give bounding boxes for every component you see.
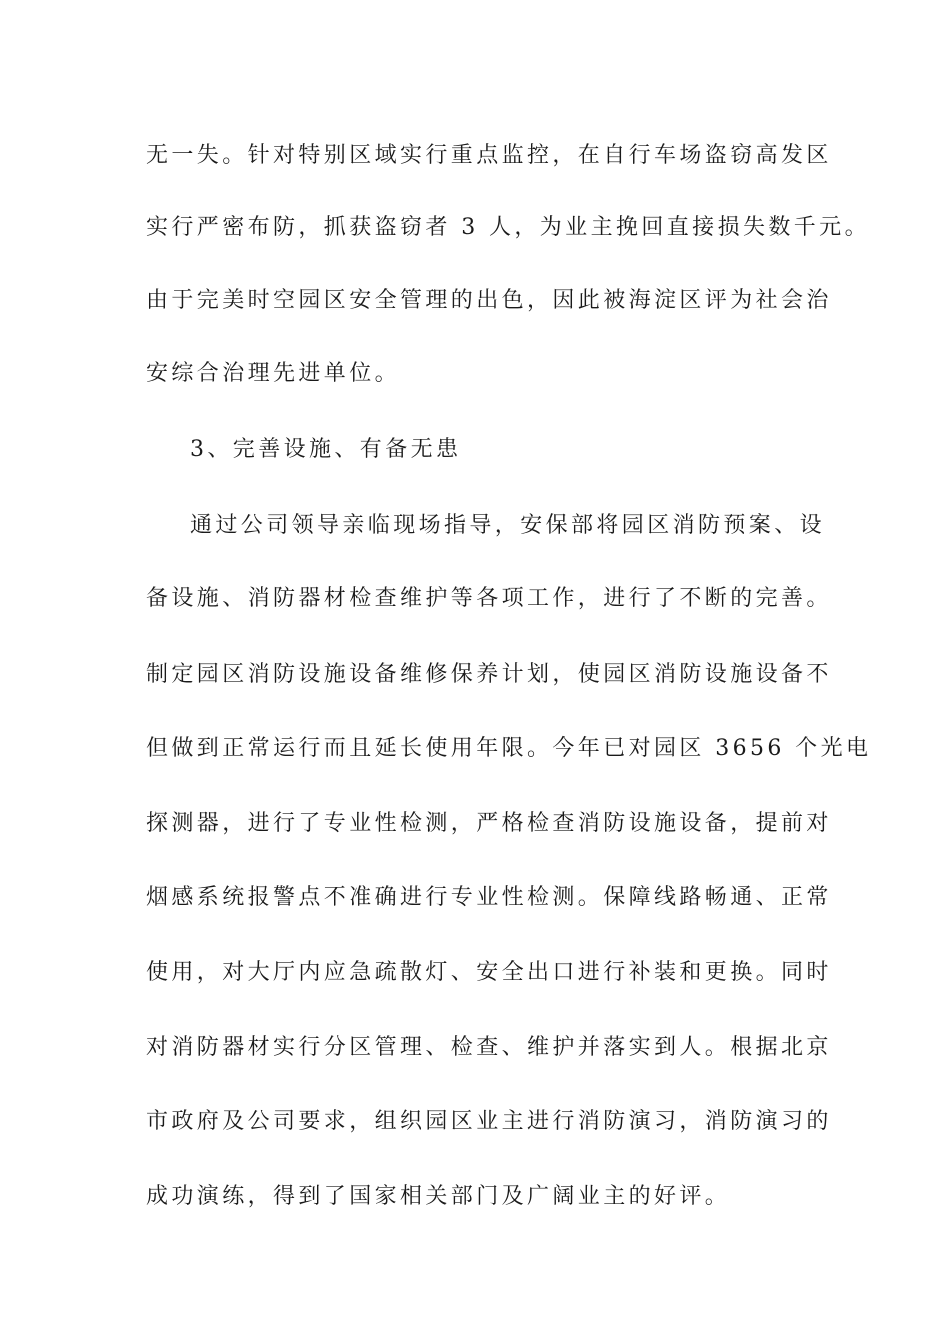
paragraph-line: 无一失。针对特别区域实行重点监控，在自行车场盗窃高发区	[146, 143, 832, 168]
paragraph-line: 由于完美时空园区安全管理的出色，因此被海淀区评为社会治	[146, 288, 832, 313]
paragraph-line: 实行严密布防，抓获盗窃者 3 人，为业主挽回直接损失数千元。	[146, 215, 870, 240]
section-heading: 3、完善设施、有备无患	[190, 437, 462, 462]
paragraph-line: 但做到正常运行而且延长使用年限。今年已对园区 3656 个光电	[146, 736, 872, 761]
paragraph-line: 探测器，进行了专业性检测，严格检查消防设施设备，提前对	[146, 811, 832, 836]
paragraph-line: 市政府及公司要求，组织园区业主进行消防演习，消防演习的	[146, 1109, 832, 1134]
paragraph-line: 通过公司领导亲临现场指导，安保部将园区消防预案、设	[190, 513, 826, 538]
paragraph-line: 烟感系统报警点不准确进行专业性检测。保障线路畅通、正常	[146, 885, 832, 910]
paragraph-line: 制定园区消防设施设备维修保养计划，使园区消防设施设备不	[146, 662, 832, 687]
paragraph-line: 对消防器材实行分区管理、检查、维护并落实到人。根据北京	[146, 1035, 832, 1060]
paragraph-line: 备设施、消防器材检查维护等各项工作，进行了不断的完善。	[146, 586, 832, 611]
paragraph-line: 安综合治理先进单位。	[146, 361, 401, 386]
paragraph-line: 使用，对大厅内应急疏散灯、安全出口进行补装和更换。同时	[146, 960, 832, 985]
paragraph-line: 成功演练，得到了国家相关部门及广阔业主的好评。	[146, 1184, 731, 1209]
